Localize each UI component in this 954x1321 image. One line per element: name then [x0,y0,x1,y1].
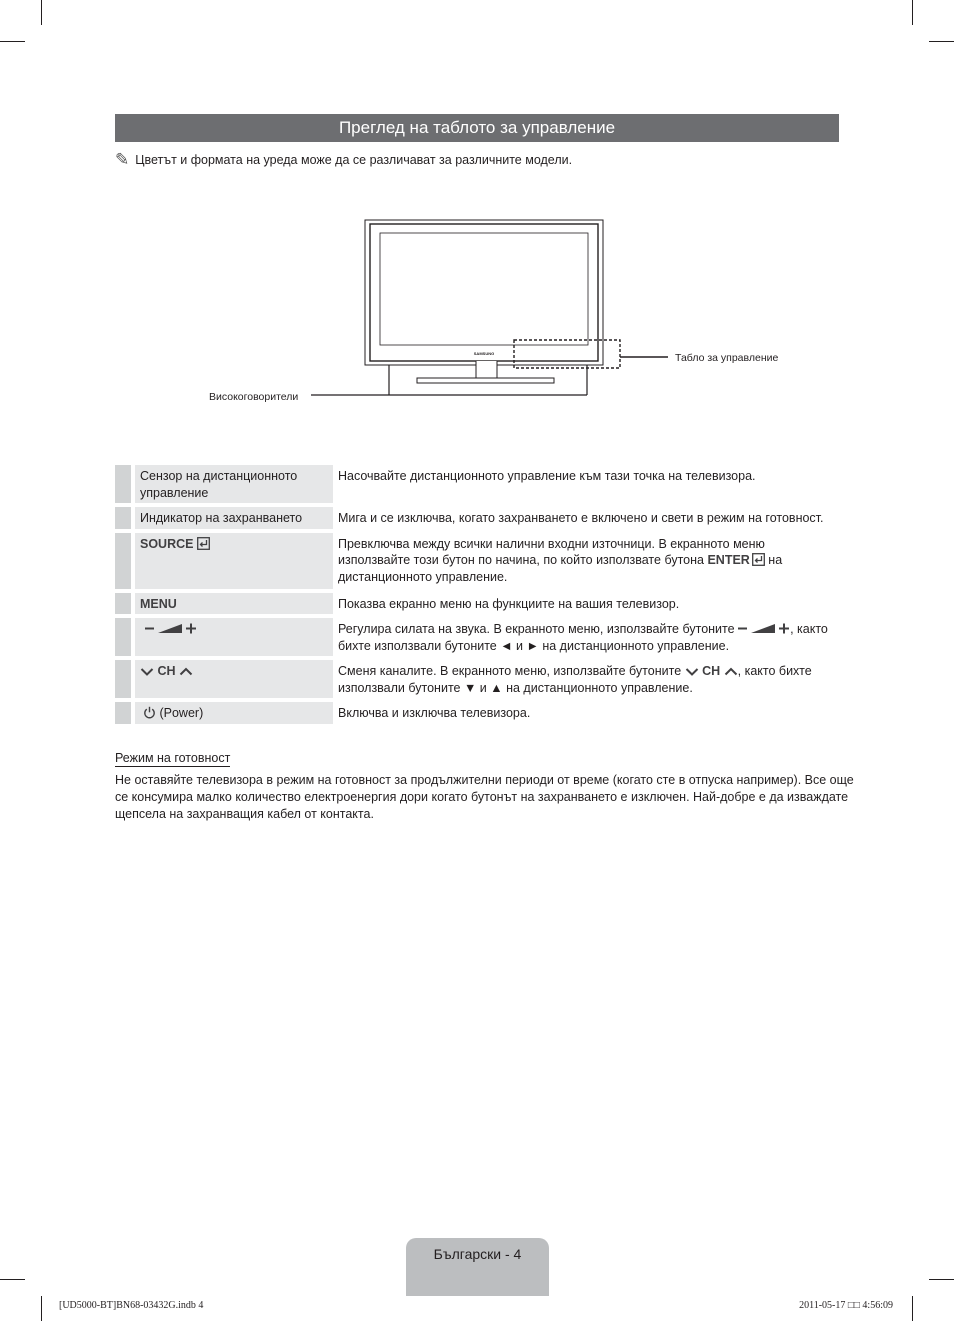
ch-label: CH [702,664,721,678]
label-speakers: Високоговорители [209,391,299,403]
page-number-label: Български - 4 [433,1246,522,1262]
page-number-tab [406,1238,549,1296]
table-row [115,465,839,503]
pencil-icon: ✎ [115,150,130,169]
control-desc: Включва и изключва телевизора. [338,706,531,720]
desc-part: , както бихте използвали бутоните ▼ и ▲ на дистанционното управление. [338,664,812,695]
control-name-menu: MENU [131,593,333,615]
standby-text: Не оставяйте телевизора в режим на готовност за продължителни периоди от време (когато сте в отпуска например). Все още се консумира малко количество електроенергия дори когато бутонът на захранването е изключен. Най-добре е да изваждате щепсела на захранващия кабел от контакта. [115,773,854,821]
table-row [115,507,839,529]
print-info-left: [UD5000-BT]BN68-03432G.indb 4 [59,1300,204,1311]
desc-part: на дистанционното управление. [338,553,783,584]
desc-part: Превключва между всички налични входни източници. В екранното меню използвайте този бутон по начина, по който използвате бутона [338,536,765,567]
desc-part: , както бихте използвали бутоните ◄ и ► на дистанционното управление. [338,622,828,653]
control-name: Сензор на дистанционното управление [131,465,333,503]
table-row [115,593,839,615]
volume-control-icon [145,622,197,635]
control-desc [333,618,839,656]
chevron-up-icon [724,666,738,677]
tv-screen [380,233,588,345]
chevron-up-icon [179,666,193,677]
control-table [115,461,839,728]
row-marker [115,465,131,503]
crop-mark [929,1279,954,1280]
source-label: SOURCE [140,536,194,551]
section-title-text: Преглед на таблото за управление [338,118,616,137]
enter-label: ENTER [707,553,750,567]
control-desc: Показва екранно меню на функциите на вашия телевизор. [338,596,680,611]
control-desc: Насочвайте дистанционното управление към тази точка на телевизора. [338,469,756,483]
ch-label: CH [157,664,176,678]
tv-illustration [0,0,954,420]
control-name-source [131,533,333,589]
control-desc: Мига и се изключва, когато захранването е включено и свети в режим на готовност. [338,511,824,525]
label-control-panel: Табло за управление [675,352,779,364]
control-name-volume [131,618,333,656]
power-label: (Power) [159,706,204,720]
power-icon [143,706,156,719]
tv-brand-logo: SAMSUNG [473,351,495,356]
table-row [115,702,839,724]
row-marker [115,593,131,615]
crop-mark [41,1296,42,1321]
print-info-right: 2011-05-17 □□ 4:56:09 [799,1300,893,1311]
row-marker [115,533,131,589]
chevron-down-icon [140,666,154,677]
row-marker [115,618,131,656]
source-icon [197,537,210,550]
standby-heading: Режим на готовност [115,751,231,765]
crop-mark [912,1296,913,1321]
desc-part: Регулира силата на звука. В екранното меню, използвайте бутоните [338,622,739,636]
control-desc [333,533,839,589]
row-marker [115,660,131,698]
control-name: Индикатор на захранването [131,507,333,529]
volume-control-icon [738,622,790,635]
enter-icon [752,553,765,566]
control-desc [333,660,839,698]
chevron-down-icon [685,666,699,677]
row-marker [115,702,131,724]
table-row [115,660,839,698]
crop-mark [0,1279,25,1280]
control-name-power [131,702,333,724]
tv-stand-base [417,378,554,383]
table-row [115,533,839,589]
table-row [115,618,839,656]
tv-stand-neck [476,361,497,378]
row-marker [115,507,131,529]
note-text: Цветът и формата на уреда може да се различават за различните модели. [135,153,573,167]
control-name-channel [131,660,333,698]
desc-part: Сменя каналите. В екранното меню, използвайте бутоните [338,664,685,678]
